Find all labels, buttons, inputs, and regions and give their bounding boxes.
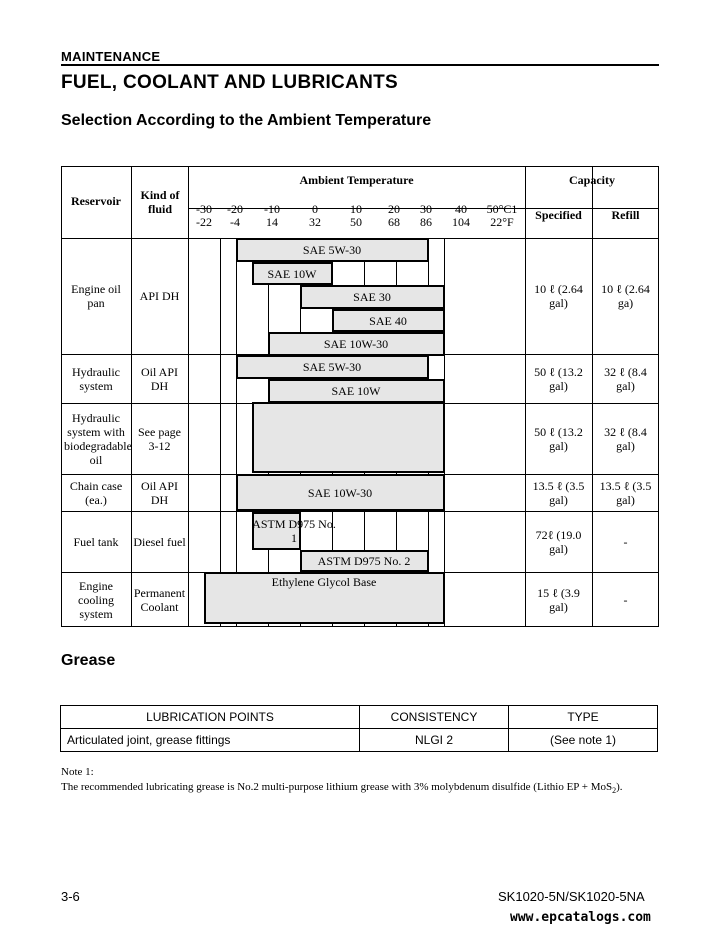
capacity-refill-cell: - xyxy=(623,534,628,549)
tick-label-fahrenheit: -4 xyxy=(230,215,240,229)
tick-label-celsius: 0 xyxy=(312,202,318,216)
grease-table-header-row xyxy=(61,706,658,729)
temperature-range-bar xyxy=(237,239,428,261)
tick-label-celsius: -30 xyxy=(196,202,212,216)
grease-title: Grease xyxy=(61,652,116,669)
temperature-range-bar xyxy=(253,403,444,472)
capacity-refill-cell: 13.5 ℓ (3.5 gal) xyxy=(599,478,652,507)
header-capacity: Capacity xyxy=(569,173,615,187)
bar-label: SAE 10W xyxy=(331,384,381,398)
tick-label-celsius: 50°C1 xyxy=(486,202,518,216)
grease-cell-consistency: NLGI 2 xyxy=(360,729,509,752)
capacity-specified-cell: 13.5 ℓ (3.5 gal) xyxy=(532,478,585,507)
capacity-specified-cell: 50 ℓ (13.2 gal) xyxy=(534,364,583,393)
temperature-range-bar xyxy=(333,310,444,331)
tick-label-fahrenheit: 14 xyxy=(266,215,278,229)
section-label: MAINTENANCE xyxy=(61,49,161,64)
fluid-cell: Permanent Coolant xyxy=(133,585,186,614)
capacity-refill-cell: 32 ℓ (8.4 gal) xyxy=(604,424,647,453)
bar-label: ASTM D975 No. 2 xyxy=(317,554,411,568)
bar-label: SAE 40 xyxy=(369,313,407,328)
fluid-cell: Oil API DH xyxy=(140,478,178,507)
capacity-refill-cell: - xyxy=(623,592,628,607)
bar-label: SAE 10W-30 xyxy=(323,337,389,351)
reservoir-cell: Engine cooling system xyxy=(78,578,114,621)
grease-col-header: TYPE xyxy=(509,706,658,729)
grease-cell-point: Articulated joint, grease fittings xyxy=(61,729,360,752)
tick-label-celsius: -20 xyxy=(227,202,243,216)
capacity-specified-cell: 15 ℓ (3.9 gal) xyxy=(537,585,580,614)
fluid-cell: API DH xyxy=(139,289,180,303)
page-title: FUEL, COOLANT AND LUBRICANTS xyxy=(61,72,399,93)
tick-label-celsius: 30 xyxy=(420,202,432,216)
tick-label-fahrenheit: -22 xyxy=(196,215,212,229)
grease-col-header: CONSISTENCY xyxy=(360,706,509,729)
bar-label: Ethylene Glycol Base xyxy=(271,575,377,589)
temperature-range-bar xyxy=(205,573,444,623)
bar-label: SAE 30 xyxy=(353,290,391,304)
reservoir-cell: Hydraulic system with biodegradable oil xyxy=(64,410,132,467)
reservoir-cell: Hydraulic system xyxy=(72,364,120,393)
tick-label-fahrenheit: 32 xyxy=(309,215,321,229)
bar-label: SAE 5W-30 xyxy=(302,360,362,374)
bar-label: ASTM D975 No. 1 xyxy=(252,517,336,545)
tick-label-celsius: 40 xyxy=(455,202,467,216)
temperature-range-bar xyxy=(301,551,428,571)
note-text: The recommended lubricating grease is No.2 multi-purpose lithium grease with 3% molybdenum disulfide (Lithio EP + MoS$_2$). xyxy=(61,781,623,796)
temperature-range-bar xyxy=(269,333,444,355)
tick-label-fahrenheit: 50 xyxy=(350,215,362,229)
header-rule xyxy=(61,64,659,66)
tick-label-celsius: 10 xyxy=(350,202,362,216)
temperature-range-bar xyxy=(253,513,300,549)
section-subtitle: Selection According to the Ambient Temperature xyxy=(61,112,432,129)
header-ambient-temperature: Ambient Temperature xyxy=(299,173,414,187)
capacity-specified-cell: 72ℓ (19.0 gal) xyxy=(535,527,582,556)
fluid-cell: Diesel fuel xyxy=(133,534,186,549)
fluid-table-grid xyxy=(61,166,659,627)
tick-label-fahrenheit: 68 xyxy=(388,215,400,229)
watermark: www.epcatalogs.com xyxy=(510,910,651,925)
note-title: Note 1: xyxy=(61,766,94,778)
bar-label: SAE 10W-30 xyxy=(307,485,373,500)
fluid-selection-table xyxy=(61,166,659,627)
model-number: SK1020-5N/SK1020-5NA xyxy=(498,889,645,904)
bar-label: SAE 5W-30 xyxy=(302,243,362,257)
header-specified: Specified xyxy=(535,208,582,222)
bar-label: SAE 10W xyxy=(267,266,317,281)
temperature-range-bar xyxy=(253,263,332,284)
tick-label-fahrenheit: 86 xyxy=(420,215,432,229)
temperature-range-bar xyxy=(301,286,444,308)
temperature-range-bar xyxy=(237,356,428,378)
reservoir-cell: Chain case (ea.) xyxy=(69,478,123,507)
grease-table xyxy=(60,705,658,752)
tick-label-fahrenheit: 104 xyxy=(452,215,470,229)
fluid-cell: See page 3-12 xyxy=(138,424,181,453)
header-reservoir: Reservoir xyxy=(71,194,121,208)
temperature-range-bar xyxy=(269,380,444,402)
tick-label-fahrenheit: 22°F xyxy=(490,215,514,229)
capacity-refill-cell: 32 ℓ (8.4 gal) xyxy=(604,364,647,393)
header-refill: Refill xyxy=(611,208,640,222)
temperature-range-bar xyxy=(237,475,444,510)
tick-label-celsius: 20 xyxy=(388,202,400,216)
reservoir-cell: Fuel tank xyxy=(73,534,119,549)
reservoir-cell: Engine oil pan xyxy=(71,282,121,310)
grease-cell-type: (See note 1) xyxy=(509,729,658,752)
capacity-specified-cell: 50 ℓ (13.2 gal) xyxy=(534,424,583,453)
tick-label-celsius: -10 xyxy=(264,202,280,216)
fluid-cell: Oil API DH xyxy=(140,364,178,393)
grease-col-header: LUBRICATION POINTS xyxy=(61,706,360,729)
page-number: 3-6 xyxy=(61,889,80,904)
table-row xyxy=(61,729,658,752)
capacity-specified-cell: 10 ℓ (2.64 gal) xyxy=(534,282,583,310)
header-kind-of-fluid: Kind of fluid xyxy=(140,188,180,216)
capacity-refill-cell: 10 ℓ (2.64 ga) xyxy=(601,282,650,310)
